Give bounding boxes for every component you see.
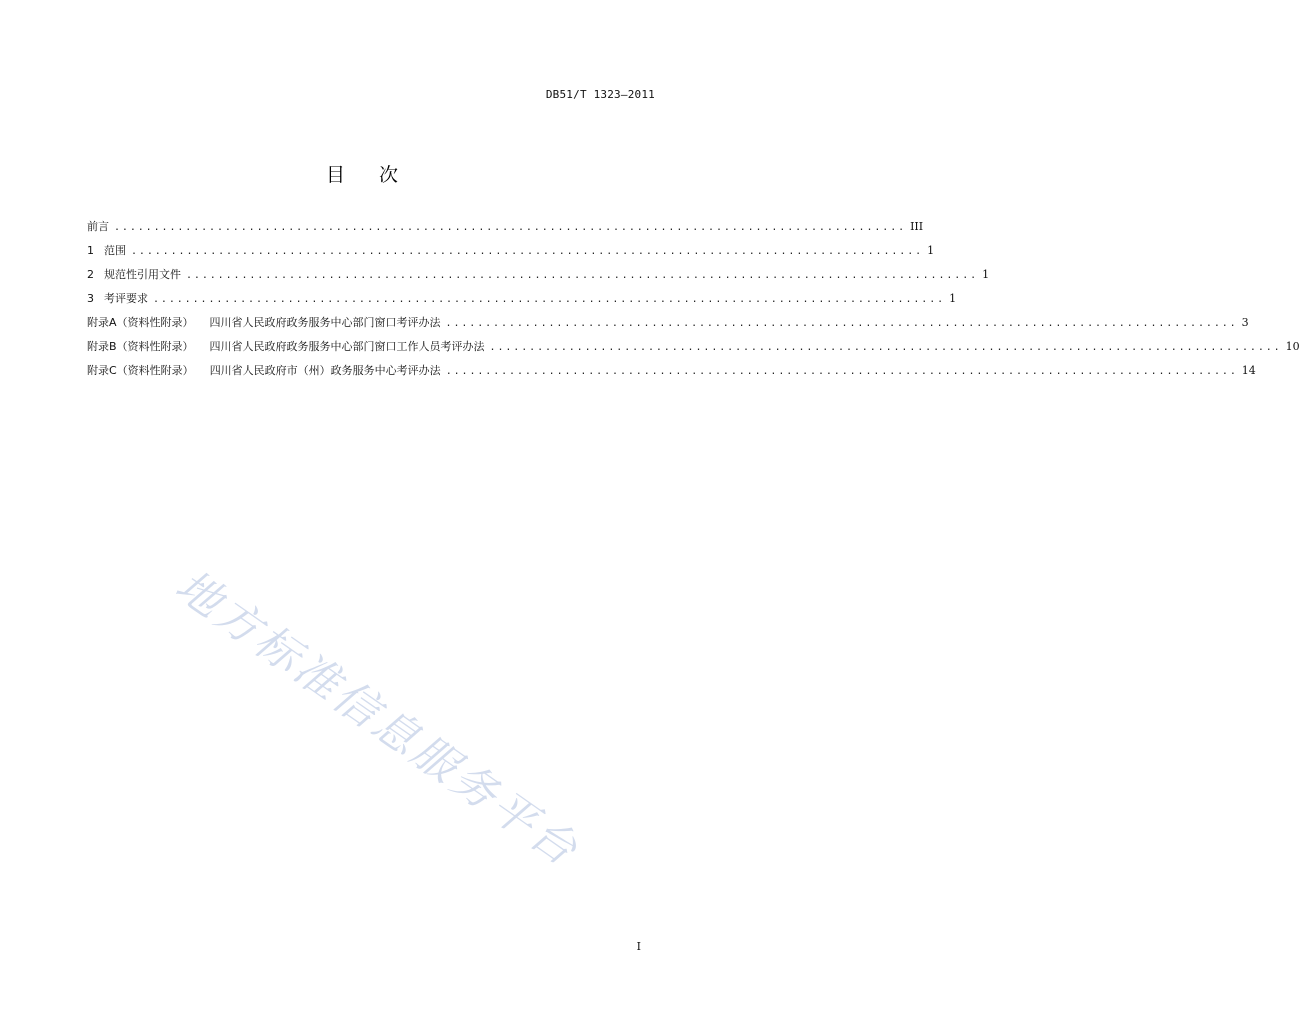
toc-leader-dots: .................................................................................................... <box>445 318 1238 329</box>
page-number: I <box>636 940 641 953</box>
toc-heading-char-2: 次 <box>379 164 399 186</box>
toc-entry-label: 附录B（资料性附录） <box>87 340 194 353</box>
toc-entry-page: 10 <box>1285 340 1300 353</box>
toc-entry-number: 2 <box>87 268 94 281</box>
toc-entry-appendix-c[interactable] <box>87 362 1256 386</box>
watermark: 地方标准信息服务平台 <box>166 560 589 878</box>
toc-entry-page: 1 <box>927 244 935 257</box>
standard-code: DB51/T 1323—2011 <box>545 88 655 101</box>
toc-entry-appendix-b[interactable] <box>87 338 1300 362</box>
toc-entry-page: 1 <box>982 268 990 281</box>
toc-leader-dots: .................................................................................................... <box>114 222 907 233</box>
toc-heading-char-1: 目 <box>325 164 345 186</box>
toc-entry-title: 四川省人民政府政务服务中心部门窗口工作人员考评办法 <box>209 340 485 353</box>
toc-entry-page: 1 <box>949 292 957 305</box>
toc-entry-label: 附录A（资料性附录） <box>87 316 194 329</box>
toc-entry-label: 规范性引用文件 <box>104 268 181 281</box>
toc-entry-title: 四川省人民政府政务服务中心部门窗口考评办法 <box>209 316 441 329</box>
toc-entry-normative-references[interactable] <box>87 266 990 290</box>
toc-entry-label: 考评要求 <box>104 292 148 305</box>
toc-leader-dots: .................................................................................................... <box>131 246 924 257</box>
toc-leader-dots: .................................................................................................... <box>186 270 979 281</box>
toc-leader-dots: .................................................................................................... <box>489 342 1282 353</box>
toc-leader-dots: .................................................................................................... <box>445 366 1238 377</box>
toc-entry-appendix-a[interactable] <box>87 314 1249 338</box>
toc-entry-page: 14 <box>1241 364 1256 377</box>
toc-heading <box>0 160 724 187</box>
table-of-contents <box>87 218 1300 386</box>
toc-entry-number: 3 <box>87 292 94 305</box>
toc-entry-scope[interactable] <box>87 242 935 266</box>
toc-entry-label: 范围 <box>104 244 126 257</box>
toc-entry-page: III <box>910 220 924 233</box>
toc-entry-page: 3 <box>1241 316 1249 329</box>
toc-entry-label: 附录C（资料性附录） <box>87 364 194 377</box>
toc-entry-number: 1 <box>87 244 94 257</box>
toc-entry-title: 四川省人民政府市（州）政务服务中心考评办法 <box>209 364 441 377</box>
toc-leader-dots: .................................................................................................... <box>153 294 946 305</box>
toc-entry-foreword[interactable] <box>87 218 924 242</box>
toc-entry-label: 前言 <box>87 220 109 233</box>
toc-entry-evaluation-requirements[interactable] <box>87 290 957 314</box>
